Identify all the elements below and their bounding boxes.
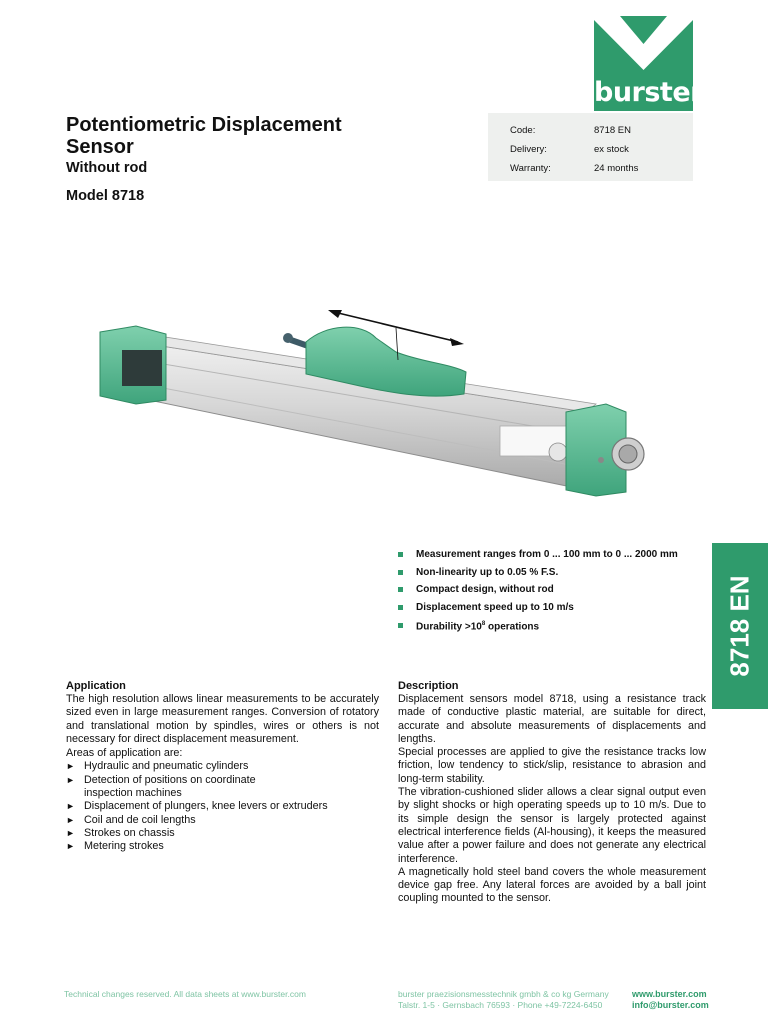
- description-section: [398, 680, 706, 906]
- list-item: [66, 840, 379, 853]
- arrow-left-icon: [328, 310, 342, 318]
- label-plate: [122, 350, 162, 386]
- info-key: Code:: [510, 125, 536, 136]
- product-image: [96, 300, 656, 510]
- info-value: ex stock: [594, 144, 629, 155]
- durability-exponent: 8: [481, 621, 486, 627]
- feature-item: [398, 581, 678, 599]
- description-paragraph: A magnetically hold steel band covers the whole measurement device gap free. Any lateral forces are avoided by a ball joint coupling mounted to the sensor.: [398, 865, 706, 905]
- square-bullet-icon: [398, 587, 403, 592]
- side-tab: [712, 543, 768, 709]
- arrow-right-icon: [450, 338, 464, 346]
- feature-item: [398, 546, 678, 564]
- area-text: Coil and de coil lengths: [84, 813, 196, 826]
- area-text: Displacement of plungers, knee levers or extruders: [84, 800, 328, 813]
- info-row-delivery: [510, 140, 693, 159]
- list-item: [66, 800, 379, 813]
- info-value: 24 months: [594, 163, 639, 174]
- area-text: Hydraulic and pneumatic cylinders: [84, 760, 249, 773]
- triangle-bullet-icon: ►: [66, 761, 75, 772]
- email-link[interactable]: info@burster.com: [632, 999, 709, 1010]
- footer-address: [398, 989, 609, 1010]
- logo-chevron-icon: [594, 16, 693, 76]
- burster-logo: [594, 16, 703, 111]
- application-body: The high resolution allows linear measurements to be accurately sized even in large measurement ranges. Conversion of rotatory and translational motion by spindles, wires or others is not necessary for direct displacement measurement.: [66, 693, 379, 745]
- website-link[interactable]: www.burster.com: [632, 989, 707, 999]
- page-title: [66, 114, 342, 158]
- title-line-2: Sensor: [66, 136, 134, 158]
- area-text: Detection of positions on coordinate inspection machines: [84, 773, 256, 800]
- company-name: burster praezisionsmesstechnik gmbh & co kg Germany: [398, 989, 609, 999]
- description-paragraph: Special processes are applied to give the resistance tracks low friction, low tendency to stick/slip, resistance to abrasion and long-term stability.: [398, 746, 706, 785]
- info-row-warranty: [510, 159, 693, 178]
- triangle-bullet-icon: ►: [66, 827, 75, 838]
- company-address: Talstr. 1-5 · Gernsbach 76593 · Phone +49-7224-6450: [398, 999, 603, 1010]
- feature-list: [398, 546, 678, 636]
- application-heading: Application: [66, 680, 126, 692]
- square-bullet-icon: [398, 623, 403, 628]
- info-box: [488, 113, 693, 181]
- feature-item: [398, 616, 678, 636]
- triangle-bullet-icon: ►: [66, 801, 75, 812]
- info-row-code: [510, 121, 693, 140]
- list-item: [66, 814, 379, 827]
- page-subtitle: Without rod: [66, 160, 148, 176]
- durability-text: Durability >10: [416, 621, 482, 633]
- areas-list: [66, 760, 379, 853]
- feature-text: Non-linearity up to 0.05 % F.S.: [416, 566, 559, 578]
- footer-disclaimer: Technical changes reserved. All data sheets at www.burster.com: [64, 989, 306, 999]
- feature-text: Measurement ranges from 0 ... 100 mm to 0 ... 2000 mm: [416, 549, 678, 560]
- area-text: Strokes on chassis: [84, 826, 175, 839]
- square-bullet-icon: [398, 552, 403, 557]
- triangle-bullet-icon: ►: [66, 774, 75, 785]
- feature-item: [398, 564, 678, 582]
- feature-text: Displacement speed up to 10 m/s: [416, 601, 574, 613]
- feature-text: [416, 616, 539, 636]
- title-line-1: Potentiometric Displacement: [66, 114, 342, 136]
- feature-item: [398, 599, 678, 617]
- footer-contact: [632, 989, 709, 1010]
- application-section: [66, 680, 379, 854]
- list-item: [66, 827, 379, 840]
- info-key: Warranty:: [510, 163, 551, 174]
- logo-wordmark: burster: [594, 77, 703, 108]
- side-tab-label: 8718 EN: [724, 575, 755, 677]
- list-item: [66, 760, 379, 773]
- feature-text: Compact design, without rod: [416, 584, 554, 595]
- triangle-bullet-icon: ►: [66, 841, 75, 852]
- description-paragraph: Displacement sensors model 8718, using a resistance track made of conductive plastic material, are suitable for direct, accurate and absolute measurements of displacements and lengths.: [398, 693, 706, 745]
- info-value: 8718 EN: [594, 125, 631, 136]
- square-bullet-icon: [398, 570, 403, 575]
- list-item: [66, 774, 379, 801]
- info-key: Delivery:: [510, 144, 547, 155]
- square-bullet-icon: [398, 605, 403, 610]
- description-heading: Description: [398, 680, 459, 692]
- durability-suffix: operations: [485, 621, 540, 633]
- model-label: Model 8718: [66, 188, 145, 204]
- area-text: Metering strokes: [84, 840, 164, 853]
- description-paragraph: The vibration-cushioned slider allows a clear signal output even by slight shocks or high operating speeds up to 10 m/s. Due to its simple design the sensor is largely protected against electrical interference fields (Al-housing), it keeps the measured value after a power failure and does not generate any electrical interference.: [398, 786, 706, 865]
- areas-intro: Areas of application are:: [66, 747, 183, 760]
- triangle-bullet-icon: ►: [66, 814, 75, 825]
